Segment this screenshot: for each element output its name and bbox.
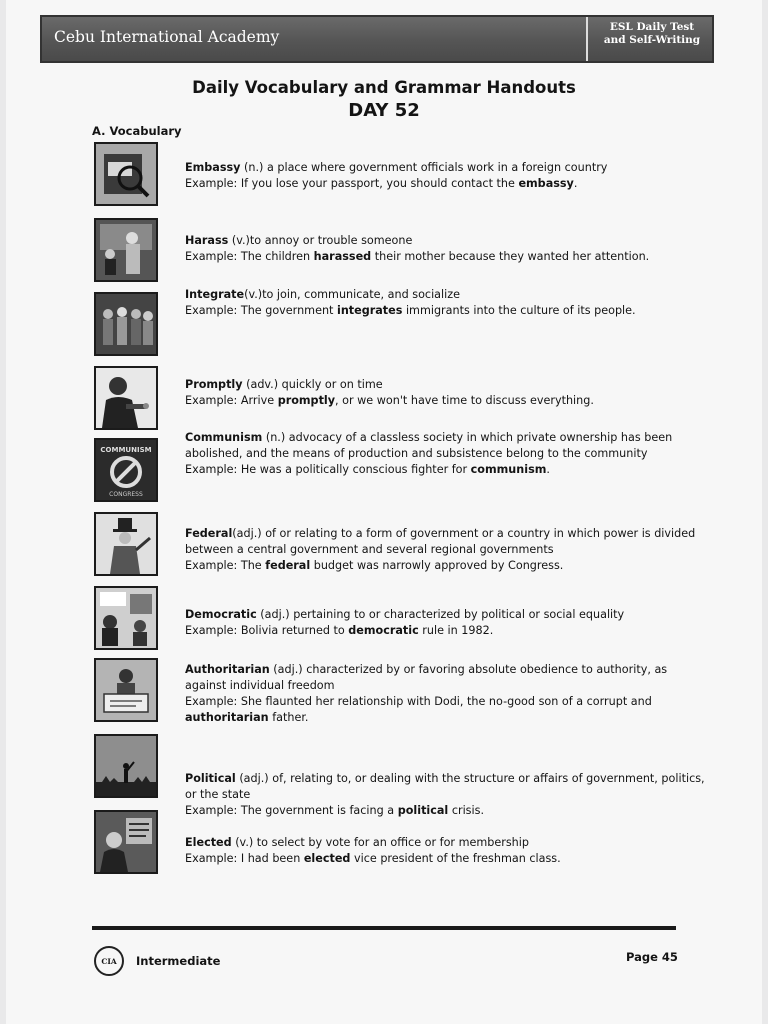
example-text-end: crisis. bbox=[448, 804, 485, 817]
example-text: Example: The government is facing a bbox=[185, 804, 398, 817]
hammer-sickle-icon bbox=[96, 440, 156, 500]
example-text-end: vice president of the freshman class. bbox=[350, 852, 561, 865]
example-keyword: authoritarian bbox=[185, 711, 269, 724]
definition-text: (adj.) of, relating to, or dealing with the structure or affairs of government, politics, or the state bbox=[185, 772, 705, 801]
header-tag-line2: and Self-Writing bbox=[603, 34, 701, 46]
vocab-entry-harass bbox=[185, 233, 705, 265]
example-text: Example: He was a politically conscious fighter for bbox=[185, 463, 471, 476]
definition bbox=[185, 526, 705, 558]
promptly-image bbox=[94, 366, 158, 430]
vocab-entry-authoritarian bbox=[185, 662, 705, 726]
democratic-image bbox=[94, 586, 158, 650]
authority-figure-icon bbox=[96, 660, 156, 720]
header-tag-line1: ESL Daily Test bbox=[609, 21, 695, 33]
definition-text: (adj.) of or relating to a form of government or a country in which power is divided between a central government and several regional governments bbox=[185, 527, 696, 556]
example-keyword: political bbox=[397, 804, 449, 817]
elected-image bbox=[94, 810, 158, 874]
example-text: Example: The children bbox=[185, 250, 314, 263]
definition-text: (adv.) quickly or on time bbox=[242, 378, 383, 391]
level-label: Intermediate bbox=[136, 954, 221, 968]
harass-image bbox=[94, 218, 158, 282]
definition bbox=[185, 160, 705, 176]
definition-text: (n.) a place where government officials work in a foreign country bbox=[240, 161, 608, 174]
definition bbox=[185, 771, 705, 803]
definition-text: (v.)to join, communicate, and socialize bbox=[244, 288, 460, 301]
section-heading: A. Vocabulary bbox=[92, 124, 182, 138]
man-checking-watch-icon bbox=[96, 368, 156, 428]
term: Democratic bbox=[185, 608, 257, 621]
uncle-sam-icon bbox=[96, 514, 156, 574]
example-keyword: elected bbox=[303, 852, 351, 865]
logo-text: CIA bbox=[101, 956, 117, 966]
example-keyword: federal bbox=[265, 559, 311, 572]
footer-rule bbox=[92, 926, 676, 930]
definition-text: (v.) to select by vote for an office or for membership bbox=[231, 836, 529, 849]
example-text: Example: Bolivia returned to bbox=[185, 624, 349, 637]
example bbox=[185, 694, 705, 726]
example-text-end: budget was narrowly approved by Congress. bbox=[310, 559, 564, 572]
definition-text: (v.)to annoy or trouble someone bbox=[228, 234, 413, 247]
example bbox=[185, 558, 705, 574]
term: Embassy bbox=[185, 161, 241, 174]
definition bbox=[185, 233, 705, 249]
embassy-image bbox=[94, 142, 158, 206]
example-text-end: father. bbox=[268, 711, 309, 724]
authoritarian-image bbox=[94, 658, 158, 722]
header-divider bbox=[586, 17, 588, 61]
candidate-icon bbox=[96, 812, 156, 872]
campaign-poster-icon bbox=[96, 588, 156, 648]
definition bbox=[185, 662, 705, 694]
vocab-entry-federal bbox=[185, 526, 705, 574]
svg-text:CONGRESS: CONGRESS bbox=[109, 491, 143, 498]
example-text: Example: The government bbox=[185, 304, 337, 317]
page-number: Page 45 bbox=[626, 950, 678, 964]
definition-text: (adj.) characterized by or favoring absolute obedience to authority, as against individual freedom bbox=[185, 663, 668, 692]
communism-image bbox=[94, 438, 158, 502]
definition-text: (n.) advocacy of a classless society in which private ownership has been abolished, and the means of production and subsistence belong to the community bbox=[185, 431, 673, 460]
example-text: Example: If you lose your passport, you should contact the bbox=[185, 177, 519, 190]
day-label: DAY 52 bbox=[348, 100, 420, 121]
example-keyword: democratic bbox=[348, 624, 419, 637]
vocab-entry-democratic bbox=[185, 607, 705, 639]
definition bbox=[185, 287, 705, 303]
example-text-end: immigrants into the culture of its people. bbox=[402, 304, 636, 317]
example-keyword: embassy bbox=[518, 177, 574, 190]
political-image bbox=[94, 734, 158, 798]
example bbox=[185, 176, 705, 192]
example-text-end: . bbox=[546, 463, 550, 476]
example-text: Example: The bbox=[185, 559, 266, 572]
school-name: Cebu International Academy bbox=[54, 28, 280, 46]
example bbox=[185, 393, 705, 409]
integrate-image bbox=[94, 292, 158, 356]
example-text-end: their mother because they wanted her attention. bbox=[371, 250, 650, 263]
federal-image bbox=[94, 512, 158, 576]
cia-logo bbox=[94, 946, 124, 976]
mother-children-icon bbox=[96, 220, 156, 280]
term: Authoritarian bbox=[185, 663, 270, 676]
handout-title: Daily Vocabulary and Grammar Handouts bbox=[192, 78, 576, 97]
example bbox=[185, 303, 705, 319]
example-text-end: rule in 1982. bbox=[418, 624, 494, 637]
example bbox=[185, 851, 705, 867]
example-keyword: promptly bbox=[277, 394, 336, 407]
example bbox=[185, 462, 705, 478]
example-text: Example: I had been bbox=[185, 852, 304, 865]
example-text: Example: She flaunted her relationship with Dodi, the no-good son of a corrupt and bbox=[185, 695, 652, 708]
example-keyword: integrates bbox=[336, 304, 403, 317]
example bbox=[185, 623, 705, 639]
vocab-entry-integrate bbox=[185, 287, 705, 319]
term: Harass bbox=[185, 234, 229, 247]
definition bbox=[185, 835, 705, 851]
term: Promptly bbox=[185, 378, 243, 391]
passport-magnifier-icon bbox=[96, 144, 156, 204]
term: Communism bbox=[185, 431, 263, 444]
definition bbox=[185, 607, 705, 623]
term: Federal bbox=[185, 527, 233, 540]
vocab-entry-political bbox=[185, 771, 705, 819]
header-tag bbox=[592, 21, 712, 47]
svg-text:COMMUNISM: COMMUNISM bbox=[100, 446, 152, 454]
rally-silhouette-icon bbox=[96, 736, 156, 796]
term: Elected bbox=[185, 836, 232, 849]
example-keyword: communism bbox=[470, 463, 547, 476]
vocab-entry-embassy bbox=[185, 160, 705, 192]
example-text-end: , or we won't have time to discuss everything. bbox=[335, 394, 594, 407]
example-keyword: harassed bbox=[313, 250, 372, 263]
vocab-entry-promptly bbox=[185, 377, 705, 409]
example bbox=[185, 249, 705, 265]
term: Political bbox=[185, 772, 236, 785]
term: Integrate bbox=[185, 288, 245, 301]
example-text-end: . bbox=[573, 177, 578, 190]
example bbox=[185, 803, 705, 819]
example-text: Example: Arrive bbox=[185, 394, 278, 407]
definition bbox=[185, 377, 705, 393]
definition-text: (adj.) pertaining to or characterized by political or social equality bbox=[256, 608, 625, 621]
page-header bbox=[40, 15, 714, 63]
crowd-icon bbox=[96, 294, 156, 354]
vocab-entry-elected bbox=[185, 835, 705, 867]
definition bbox=[185, 430, 705, 462]
vocab-entry-communism bbox=[185, 430, 705, 478]
